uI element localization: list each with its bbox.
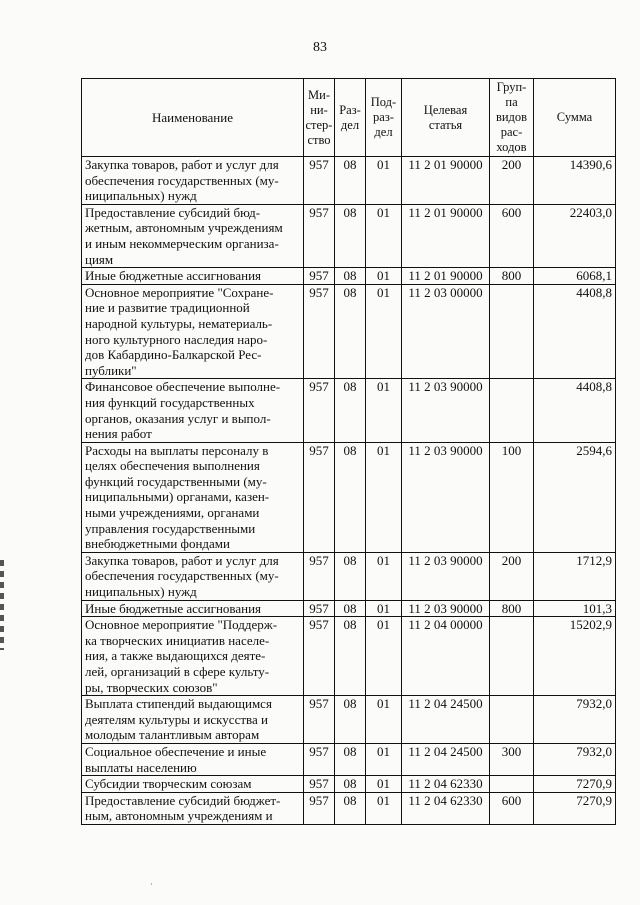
name-line: обеспечения государственных (му- bbox=[85, 172, 279, 188]
section-cell: 08 bbox=[335, 157, 366, 205]
ministry-cell: 957 bbox=[304, 204, 335, 267]
expense-group-cell: 800 bbox=[490, 268, 534, 285]
name-line: Закупка товаров, работ и услуг для bbox=[85, 552, 279, 568]
subsection-cell: 01 bbox=[366, 696, 402, 744]
header-line: Раз- bbox=[339, 102, 361, 117]
target-article-cell: 11 2 03 90000 bbox=[402, 379, 490, 442]
expense-group-cell: 600 bbox=[490, 204, 534, 267]
sum-cell: 7270,9 bbox=[534, 792, 616, 824]
table-row bbox=[82, 204, 616, 267]
section-cell: 08 bbox=[335, 696, 366, 744]
name-line: целях обеспечения выполнения bbox=[85, 458, 260, 474]
target-article-cell: 11 2 03 00000 bbox=[402, 284, 490, 379]
subsection-cell: 01 bbox=[366, 776, 402, 793]
table-row bbox=[82, 792, 616, 824]
name-line: ниципальных) нужд bbox=[85, 584, 197, 600]
header-name: Наименование bbox=[82, 79, 304, 157]
name-line: молодым талантливым авторам bbox=[85, 727, 260, 743]
expense-group-cell bbox=[490, 776, 534, 793]
header-line: Груп- bbox=[496, 80, 527, 94]
section-cell: 08 bbox=[335, 600, 366, 617]
expense-group-cell: 100 bbox=[490, 442, 534, 552]
header-line: рас- bbox=[500, 125, 523, 139]
ministry-cell: 957 bbox=[304, 617, 335, 696]
subsection-cell: 01 bbox=[366, 600, 402, 617]
ministry-cell: 957 bbox=[304, 442, 335, 552]
sum-cell: 7270,9 bbox=[534, 776, 616, 793]
sum-cell: 6068,1 bbox=[534, 268, 616, 285]
name-cell bbox=[82, 442, 304, 552]
header-line: видов bbox=[495, 110, 528, 124]
ministry-cell: 957 bbox=[304, 157, 335, 205]
target-article-cell: 11 2 04 62330 bbox=[402, 776, 490, 793]
table-row bbox=[82, 268, 616, 285]
target-article-cell: 11 2 01 90000 bbox=[402, 157, 490, 205]
name-line: органов, оказания услуг и выпол- bbox=[85, 410, 271, 426]
table-row bbox=[82, 696, 616, 744]
target-article-cell: 11 2 04 24500 bbox=[402, 743, 490, 775]
name-line: жетным, автономным учреждениям bbox=[85, 220, 283, 236]
header-line: ство bbox=[307, 132, 331, 147]
sum-cell: 14390,6 bbox=[534, 157, 616, 205]
name-line: ниципальных) нужд bbox=[85, 188, 197, 204]
scan-speck: · bbox=[150, 880, 153, 889]
name-line: Иные бюджетные ассигнования bbox=[85, 268, 262, 284]
expense-group-cell: 300 bbox=[490, 743, 534, 775]
expense-group-cell bbox=[490, 379, 534, 442]
header-subsection bbox=[366, 79, 402, 157]
expense-group-cell: 800 bbox=[490, 600, 534, 617]
name-cell bbox=[82, 792, 304, 824]
name-line: публики" bbox=[85, 362, 137, 378]
subsection-cell: 01 bbox=[366, 284, 402, 379]
name-cell bbox=[82, 157, 304, 205]
target-article-cell: 11 2 03 90000 bbox=[402, 552, 490, 600]
ministry-cell: 957 bbox=[304, 379, 335, 442]
sum-cell: 7932,0 bbox=[534, 696, 616, 744]
name-cell bbox=[82, 379, 304, 442]
table-row bbox=[82, 617, 616, 696]
sum-cell: 7932,0 bbox=[534, 743, 616, 775]
subsection-cell: 01 bbox=[366, 379, 402, 442]
table-row bbox=[82, 379, 616, 442]
header-expense-group bbox=[490, 79, 534, 157]
target-article-cell: 11 2 01 90000 bbox=[402, 204, 490, 267]
section-cell: 08 bbox=[335, 284, 366, 379]
name-cell bbox=[82, 617, 304, 696]
name-line: Субсидии творческим союзам bbox=[85, 776, 252, 792]
target-article-cell: 11 2 03 90000 bbox=[402, 442, 490, 552]
ministry-cell: 957 bbox=[304, 776, 335, 793]
name-line: Основное мероприятие "Сохране- bbox=[85, 284, 274, 300]
name-cell bbox=[82, 696, 304, 744]
ministry-cell: 957 bbox=[304, 284, 335, 379]
ministry-cell: 957 bbox=[304, 792, 335, 824]
name-line: нения работ bbox=[85, 426, 152, 442]
sum-cell: 4408,8 bbox=[534, 284, 616, 379]
table-row bbox=[82, 600, 616, 617]
name-line: Финансовое обеспечение выполне- bbox=[85, 379, 281, 395]
budget-table bbox=[81, 78, 616, 825]
page-number: 83 bbox=[313, 40, 327, 55]
target-article-cell: 11 2 04 24500 bbox=[402, 696, 490, 744]
name-line: обеспечения государственных (му- bbox=[85, 568, 279, 584]
name-line: Предоставление субсидий бюд- bbox=[85, 204, 261, 220]
name-line: ниципальными) органами, казен- bbox=[85, 489, 270, 505]
header-line: дел bbox=[340, 117, 360, 132]
header-line: Целевая bbox=[423, 102, 468, 117]
name-line: ния, а также выдающихся деяте- bbox=[85, 648, 266, 664]
name-line: Основное мероприятие "Поддерж- bbox=[85, 617, 278, 633]
header-target-article bbox=[402, 79, 490, 157]
header-line: ни- bbox=[310, 102, 328, 117]
name-line: народной культуры, нематериаль- bbox=[85, 315, 273, 331]
name-cell bbox=[82, 284, 304, 379]
header-ministry bbox=[304, 79, 335, 157]
section-cell: 08 bbox=[335, 379, 366, 442]
target-article-cell: 11 2 04 00000 bbox=[402, 617, 490, 696]
header-sum: Сумма bbox=[534, 79, 616, 157]
ministry-cell: 957 bbox=[304, 552, 335, 600]
header-line: па bbox=[505, 95, 518, 109]
name-line: ка творческих инициатив населе- bbox=[85, 632, 270, 648]
header-section bbox=[335, 79, 366, 157]
name-line: внебюджетными фондами bbox=[85, 536, 230, 552]
name-line: Выплата стипендий выдающимся bbox=[85, 696, 272, 712]
section-cell: 08 bbox=[335, 204, 366, 267]
subsection-cell: 01 bbox=[366, 268, 402, 285]
section-cell: 08 bbox=[335, 442, 366, 552]
subsection-cell: 01 bbox=[366, 157, 402, 205]
subsection-cell: 01 bbox=[366, 792, 402, 824]
name-line: Социальное обеспечение и иные bbox=[85, 743, 267, 759]
name-line: циям bbox=[85, 251, 114, 267]
name-cell bbox=[82, 743, 304, 775]
name-line: управления государственными bbox=[85, 520, 256, 536]
name-line: Иные бюджетные ассигнования bbox=[85, 600, 262, 616]
sum-cell: 101,3 bbox=[534, 600, 616, 617]
expense-group-cell bbox=[490, 284, 534, 379]
subsection-cell: 01 bbox=[366, 204, 402, 267]
name-line: деятелям культуры и искусства и bbox=[85, 711, 268, 727]
binding-edge-marks bbox=[0, 560, 4, 650]
sum-cell: 2594,6 bbox=[534, 442, 616, 552]
name-line: ния функций государственных bbox=[85, 394, 255, 410]
name-line: ным, автономным учреждениям и bbox=[85, 808, 273, 824]
header-line: статья bbox=[428, 117, 463, 132]
table-row bbox=[82, 743, 616, 775]
name-line: Закупка товаров, работ и услуг для bbox=[85, 157, 279, 172]
name-cell bbox=[82, 552, 304, 600]
name-line: Расходы на выплаты персоналу в bbox=[85, 442, 269, 458]
table-row bbox=[82, 284, 616, 379]
name-line: ного культурного наследия наро- bbox=[85, 331, 268, 347]
section-cell: 08 bbox=[335, 776, 366, 793]
target-article-cell: 11 2 04 62330 bbox=[402, 792, 490, 824]
table-row bbox=[82, 552, 616, 600]
header-row bbox=[82, 79, 616, 157]
ministry-cell: 957 bbox=[304, 600, 335, 617]
name-line: ние и развитие традиционной bbox=[85, 300, 250, 316]
ministry-cell: 957 bbox=[304, 743, 335, 775]
table-row bbox=[82, 157, 616, 205]
section-cell: 08 bbox=[335, 268, 366, 285]
name-line: ры, творческих союзов" bbox=[85, 679, 218, 695]
header-line: ходов bbox=[496, 140, 527, 154]
subsection-cell: 01 bbox=[366, 617, 402, 696]
header-line: стер- bbox=[305, 117, 333, 132]
name-line: ными учреждениями, органами bbox=[85, 505, 260, 521]
subsection-cell: 01 bbox=[366, 743, 402, 775]
header-line: дел bbox=[374, 125, 393, 139]
header-line: Ми- bbox=[308, 87, 330, 102]
sum-cell: 22403,0 bbox=[534, 204, 616, 267]
header-line: раз- bbox=[373, 110, 394, 124]
ministry-cell: 957 bbox=[304, 696, 335, 744]
expense-group-cell bbox=[490, 617, 534, 696]
name-line: Предоставление субсидий бюджет- bbox=[85, 792, 281, 808]
table-row bbox=[82, 776, 616, 793]
name-line: и иным некоммерческим организа- bbox=[85, 235, 279, 251]
subsection-cell: 01 bbox=[366, 442, 402, 552]
header-line: Под- bbox=[370, 95, 397, 109]
name-cell bbox=[82, 268, 304, 285]
section-cell: 08 bbox=[335, 792, 366, 824]
name-cell bbox=[82, 600, 304, 617]
name-line: лей, организаций в сфере культу- bbox=[85, 664, 270, 679]
ministry-cell: 957 bbox=[304, 268, 335, 285]
section-cell: 08 bbox=[335, 617, 366, 696]
target-article-cell: 11 2 01 90000 bbox=[402, 268, 490, 285]
name-cell bbox=[82, 776, 304, 793]
name-cell bbox=[82, 204, 304, 267]
expense-group-cell: 200 bbox=[490, 552, 534, 600]
expense-group-cell: 600 bbox=[490, 792, 534, 824]
table-row bbox=[82, 442, 616, 552]
target-article-cell: 11 2 03 90000 bbox=[402, 600, 490, 617]
section-cell: 08 bbox=[335, 743, 366, 775]
name-line: выплаты населению bbox=[85, 759, 197, 775]
expense-group-cell: 200 bbox=[490, 157, 534, 205]
sum-cell: 1712,9 bbox=[534, 552, 616, 600]
name-line: функций государственными (му- bbox=[85, 473, 267, 489]
sum-cell: 15202,9 bbox=[534, 617, 616, 696]
expense-group-cell bbox=[490, 696, 534, 744]
sum-cell: 4408,8 bbox=[534, 379, 616, 442]
name-line: дов Кабардино-Балкарской Рес- bbox=[85, 347, 262, 363]
subsection-cell: 01 bbox=[366, 552, 402, 600]
section-cell: 08 bbox=[335, 552, 366, 600]
